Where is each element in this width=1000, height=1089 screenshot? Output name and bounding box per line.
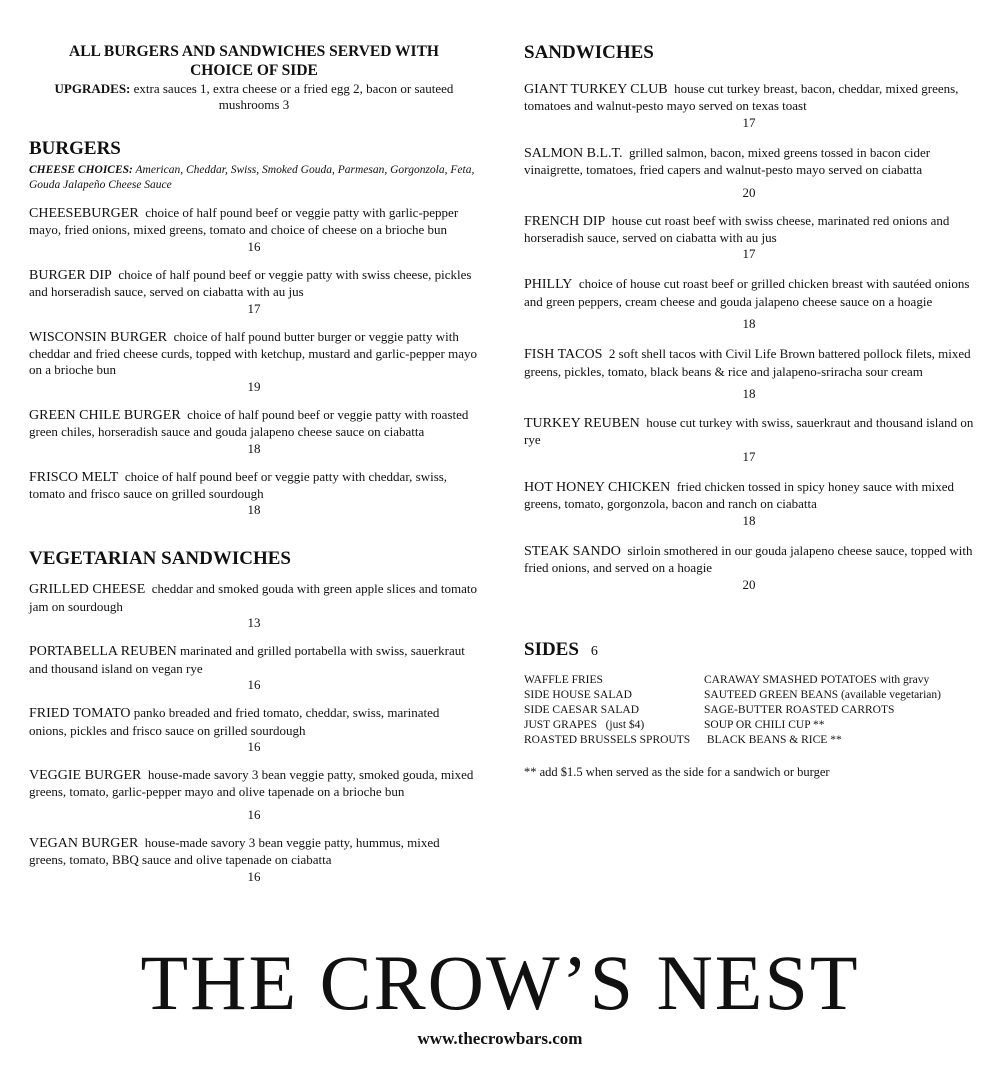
item-price: 17 xyxy=(742,246,756,262)
side-item: SIDE CAESAR SALAD xyxy=(524,703,640,716)
vegetarian-section xyxy=(29,548,479,884)
item-desc: choice of half pound beef or veggie patty with roasted green chiles, horseradish sauce and gouda jalapeno cheese sauce on ciabatta xyxy=(29,406,469,440)
left-column xyxy=(29,42,479,885)
menu-item xyxy=(29,705,479,755)
item-name: TURKEY REUBEN xyxy=(524,416,640,432)
side-item: SOUP OR CHILI CUP ** xyxy=(704,718,825,731)
menu-item xyxy=(29,407,479,457)
item-name: FRIED TOMATO xyxy=(29,706,131,722)
item-price: 17 xyxy=(247,300,261,316)
item-price: 16 xyxy=(247,868,261,884)
menu-item xyxy=(29,767,479,823)
upgrades-text: extra sauces 1, extra cheese or a fried egg 2, bacon or sauteed mushrooms 3 xyxy=(130,81,454,112)
sides-note: ** add $1.5 when served as the side for a sandwich or burger xyxy=(524,764,830,779)
item-desc: marinated and grilled portabella with swiss, sauerkraut and thousand island on vegan rye xyxy=(29,643,465,676)
cheese-choices xyxy=(29,163,479,192)
menu-item xyxy=(524,276,974,332)
item-name: VEGGIE BURGER xyxy=(29,767,142,783)
burgers-section xyxy=(29,138,479,518)
item-price: 16 xyxy=(247,806,261,822)
item-desc: grilled salmon, bacon, mixed greens tossed in bacon cider vinaigrette, tomatoes, fried capers and walnut-pesto mayo served on ciabatta xyxy=(524,144,931,178)
sides-list xyxy=(524,673,974,748)
item-name: BURGER DIP xyxy=(29,267,112,283)
item-name: VEGAN BURGER xyxy=(29,835,139,851)
item-name: STEAK SANDO xyxy=(524,543,621,559)
item-desc: choice of half pound beef or veggie patty with swiss cheese, pickles and horseradish sauce, served on ciabatta with au jus xyxy=(29,266,472,300)
item-price: 18 xyxy=(247,440,261,456)
item-name: FRISCO MELT xyxy=(29,469,119,485)
item-name: SALMON B.L.T. xyxy=(524,145,623,161)
item-price: 18 xyxy=(742,316,756,332)
item-desc: choice of half pound beef or veggie patty with garlic-pepper mayo, fried onions, mixed greens, tomato and choice of cheese on a brioche bun xyxy=(29,205,459,238)
menu-item xyxy=(29,469,479,519)
item-price: 16 xyxy=(247,238,261,254)
item-desc: choice of half pound beef or veggie patty with cheddar, swiss, tomato and frisco sauce on grilled sourdough xyxy=(29,468,448,502)
item-desc: choice of house cut roast beef or grilled chicken breast with sautéed onions and green peppers, cream cheese and gouda jalapeno cheese sauce on a hoagie xyxy=(524,276,970,309)
item-desc: house cut roast beef with swiss cheese, marinated red onions and horseradish sauce, served on ciabatta with au jus xyxy=(524,212,950,246)
item-name: WISCONSIN BURGER xyxy=(29,329,168,345)
sides-price: 6 xyxy=(590,643,598,659)
side-item: CARAWAY SMASHED POTATOES with gravy xyxy=(704,673,930,686)
upgrades-label: UPGRADES: xyxy=(54,81,131,96)
item-desc: house-made savory 3 bean veggie patty, hummus, mixed greens, tomato, BBQ sauce and olive tapenade on ciabatta xyxy=(29,834,440,868)
menu-item xyxy=(29,835,479,885)
item-name: HOT HONEY CHICKEN xyxy=(524,479,671,495)
sides-heading: SIDES xyxy=(524,638,579,660)
item-price: 13 xyxy=(247,615,261,631)
menu-item xyxy=(29,329,479,395)
menu-item xyxy=(524,543,974,593)
item-name: FISH TACOS xyxy=(524,347,603,363)
item-desc: panko breaded and fried tomato, cheddar, swiss, marinated onions, pickles and frisco sauce on grilled sourdough xyxy=(29,705,440,738)
menu-header-title: ALL BURGERS AND SANDWICHES SERVED WITH CHOICE OF SIDE xyxy=(69,43,439,79)
item-price: 17 xyxy=(742,448,756,464)
item-desc: house cut turkey with swiss, sauerkraut and thousand island on rye xyxy=(524,415,974,448)
upgrades-note xyxy=(29,81,479,113)
menu-item xyxy=(524,415,974,465)
menu-item xyxy=(524,479,974,529)
sandwiches-section xyxy=(524,42,974,593)
item-name: CHEESEBURGER xyxy=(29,206,139,221)
website-link[interactable]: www.thecrowbars.com xyxy=(417,1029,583,1048)
menu-item xyxy=(524,81,974,131)
item-price: 19 xyxy=(247,378,261,394)
restaurant-name: THE CROW’S NEST xyxy=(140,939,860,1026)
burgers-heading: BURGERS xyxy=(29,138,121,159)
menu-item xyxy=(29,267,479,317)
menu-header xyxy=(29,42,479,113)
menu-item xyxy=(29,643,479,693)
menu-item xyxy=(29,581,479,631)
menu-item xyxy=(524,213,974,263)
item-price: 17 xyxy=(742,114,756,130)
side-item: SIDE HOUSE SALAD xyxy=(524,688,632,701)
cheese-choices-label: CHEESE CHOICES: xyxy=(29,164,133,176)
sides-section xyxy=(524,639,974,780)
vegetarian-heading: VEGETARIAN SANDWICHES xyxy=(29,548,292,570)
item-price: 18 xyxy=(742,386,756,402)
sides-heading-row xyxy=(524,639,974,661)
item-name: PORTABELLA REUBEN xyxy=(29,644,177,660)
side-item: SAGE-BUTTER ROASTED CARROTS xyxy=(704,703,895,716)
item-desc: house cut turkey breast, bacon, cheddar, mixed greens, tomatoes and walnut-pesto mayo served on texas toast xyxy=(524,81,959,114)
item-price: 20 xyxy=(742,576,756,592)
item-name: GIANT TURKEY CLUB xyxy=(524,82,668,97)
item-price: 18 xyxy=(247,502,261,518)
side-item: ROASTED BRUSSELS SPROUTS xyxy=(524,733,691,746)
menu-item xyxy=(524,346,974,402)
item-desc: sirloin smothered in our gouda jalapeno cheese sauce, topped with fried onions, and served on a hoagie xyxy=(524,542,973,576)
item-price: 16 xyxy=(247,738,261,754)
menu-item xyxy=(29,205,479,255)
item-name: PHILLY xyxy=(524,277,573,293)
side-item: BLACK BEANS & RICE ** xyxy=(704,733,842,746)
cheese-choices-text: American, Cheddar, Swiss, Smoked Gouda, Parmesan, Gorgonzola, Feta, Gouda Jalapeño Cheese Sauce xyxy=(29,164,475,191)
item-name: FRENCH DIP xyxy=(524,213,606,229)
item-desc: cheddar and smoked gouda with green apple slices and tomato jam on sourdough xyxy=(29,581,478,614)
item-desc: 2 soft shell tacos with Civil Life Brown battered pollock filets, mixed greens, pickles, tomato, black beans & rice and jalapeno-sriracha sour cream xyxy=(524,346,971,379)
item-price: 20 xyxy=(742,184,756,200)
side-item: SAUTEED GREEN BEANS (available vegetarian) xyxy=(704,688,941,701)
item-price: 16 xyxy=(247,677,261,693)
item-desc: fried chicken tossed in spicy honey sauce with mixed greens, tomato, gorgonzola, bacon and ranch on ciabatta xyxy=(524,478,954,512)
sandwiches-heading: SANDWICHES xyxy=(524,42,654,63)
right-column xyxy=(524,42,974,780)
item-desc: house-made savory 3 bean veggie patty, smoked gouda, mixed greens, tomato, garlic-pepper mayo and olive tapenade on a brioche bun xyxy=(29,766,474,800)
side-item: JUST GRAPES (just $4) xyxy=(524,718,645,731)
menu-item xyxy=(524,145,974,201)
side-item: WAFFLE FRIES xyxy=(524,673,603,686)
item-price: 18 xyxy=(742,512,756,528)
item-desc: choice of half pound butter burger or veggie patty with cheddar and fried cheese curds, topped with ketchup, mustard and garlic-pepper mayo on a brioche bun xyxy=(29,328,477,378)
item-name: GRILLED CHEESE xyxy=(29,582,146,598)
item-name: GREEN CHILE BURGER xyxy=(29,407,181,423)
